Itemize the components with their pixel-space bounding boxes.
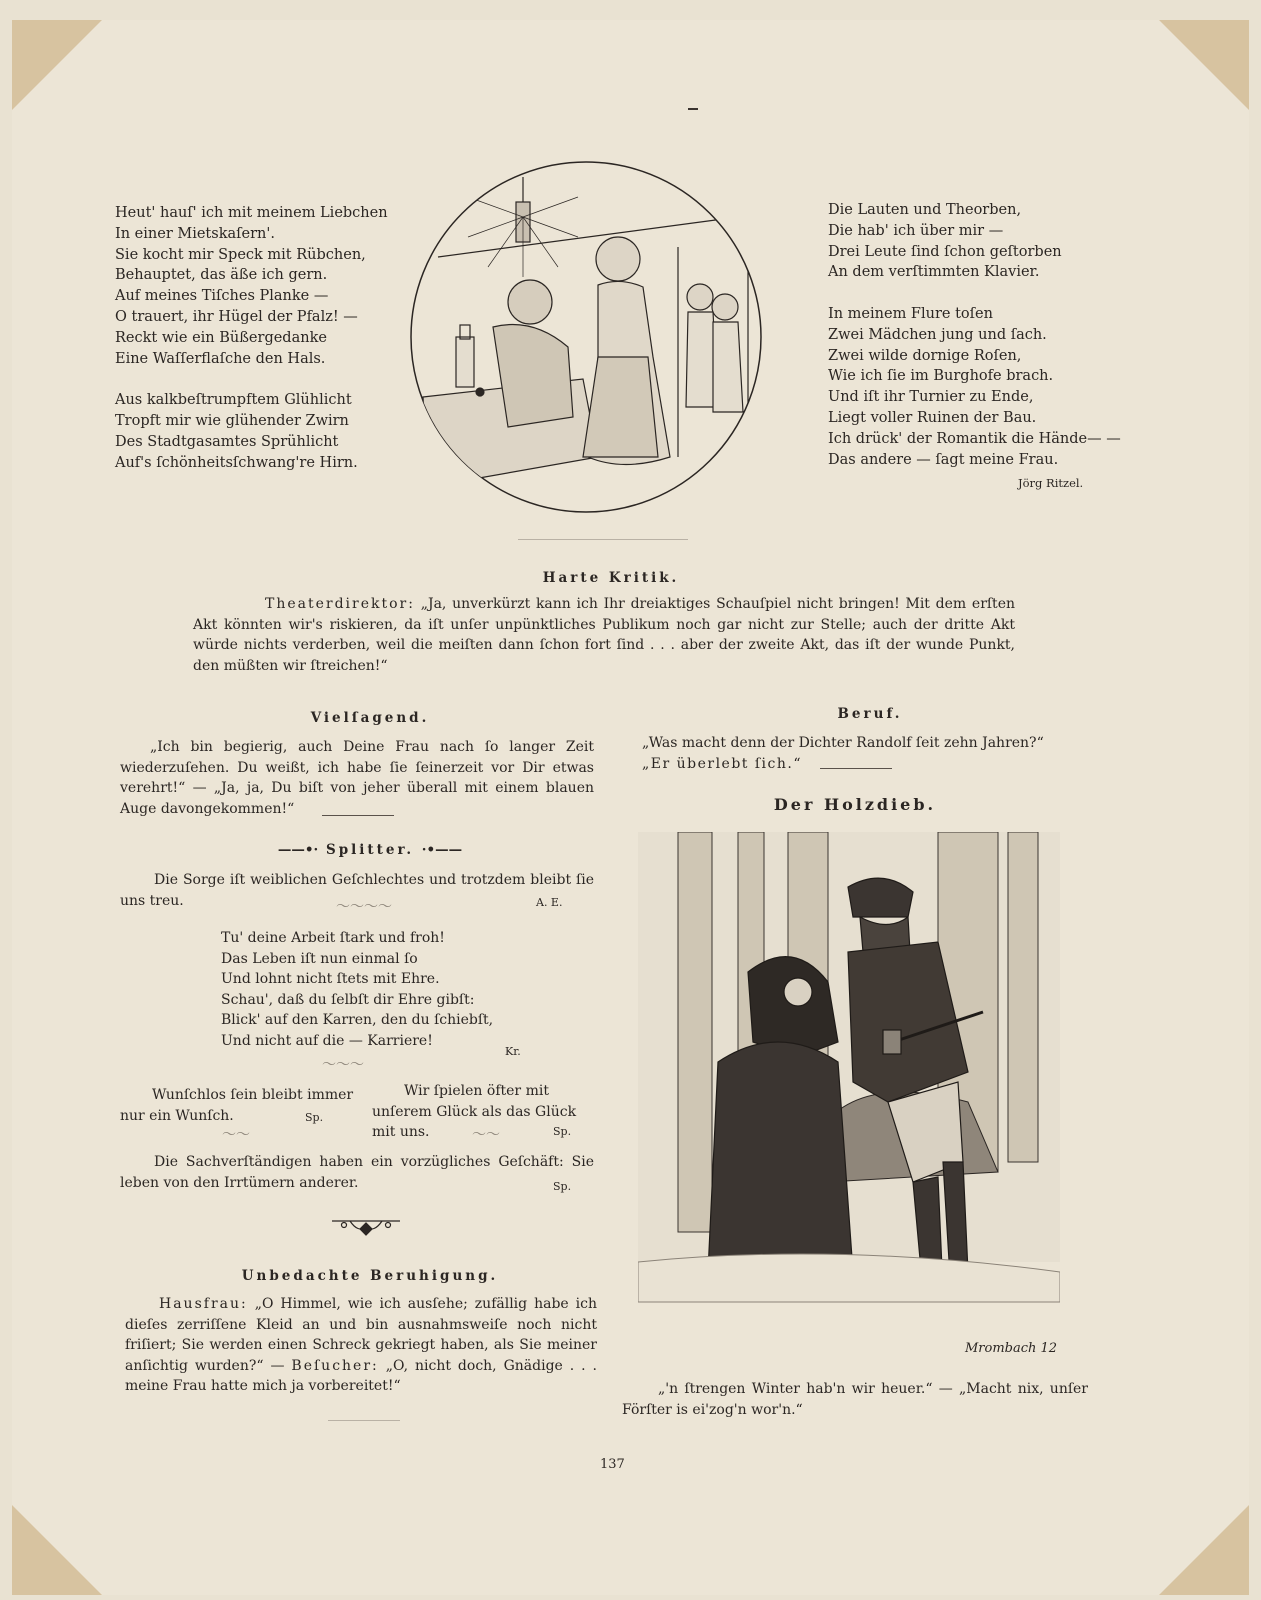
poem-right-line: Drei Leute ſind ſchon geſtorben xyxy=(828,243,1062,260)
harte-kritik-speaker: Theaterdirektor: xyxy=(265,596,415,612)
poem-right-line xyxy=(828,283,1121,304)
poem-left-line: Sie kocht mir Speck mit Rübchen, xyxy=(115,246,366,263)
splitter-2-tilde: 〜〜 xyxy=(222,1127,250,1143)
splitter-4-sig: Sp. xyxy=(553,1180,572,1193)
poem-left-line: Des Stadtgasamtes Sprühlicht xyxy=(115,433,339,450)
poem-left-line: O trauert, ihr Hügel der Pfalz! — xyxy=(115,308,358,325)
poem-right-line: Die Lauten und Theorben, xyxy=(828,202,1022,218)
poem-left-line: Auf's ſchönheitsſchwang're Hirn. xyxy=(115,454,358,471)
circular-illustration xyxy=(408,157,764,517)
harte-kritik-text xyxy=(193,594,1015,676)
splitter-poem-line: Das Leben iſt nun einmal ſo xyxy=(221,950,418,967)
poem-left-line: Heut' hauſ' ich mit meinem Liebchen xyxy=(115,205,388,221)
poem-left-line xyxy=(115,369,388,390)
splitter-2-sig: Sp. xyxy=(305,1111,324,1124)
splitter-poem-line: Blick' auf den Karren, den du ſchiebſt, xyxy=(221,1012,494,1028)
harte-kritik-heading: Harte Kritik. xyxy=(542,570,680,586)
splitter-4-text: Die Sachverſtändigen haben ein vorzügliches Geſchäft: Sie leben von den Irrtümern anderer. xyxy=(120,1154,594,1191)
poem-left-line: Tropft mir wie glühender Zwirn xyxy=(115,412,349,429)
splitter-3-text: Wir ſpielen öfter mit unſerem Glück als das Glück mit uns. xyxy=(372,1083,577,1140)
beruf-end-rule xyxy=(820,768,892,769)
splitter-1-sig: A. E. xyxy=(536,896,563,909)
splitter-poem-sig: Kr. xyxy=(505,1045,521,1058)
unbedachte-quote1: „O Himmel, wie ich ausſehe; zufällig habe ich dieſes zerriſſene Kleid an und bin ausnahmsweiſe noch nicht friſiert; Sie werden einen Schreck gekriegt haben, als Sie meiner anſichtig wurden?“ — xyxy=(125,1296,597,1374)
splitter-3-tilde: 〜〜 xyxy=(472,1127,500,1143)
unbedachte-text xyxy=(125,1294,597,1397)
unbedachte-speaker2: Beſucher: xyxy=(291,1357,379,1374)
poem-right-line: Die hab' ich über mir — xyxy=(828,222,1004,239)
splitter-poem-line: Und nicht auf die — Karriere! xyxy=(221,1032,433,1049)
holzdieb-heading: Der Holzdieb. xyxy=(773,795,937,814)
splitter-poem-tilde: 〜〜〜 xyxy=(322,1057,364,1073)
poem-left-line: Reckt wie ein Büßergedanke xyxy=(115,329,327,346)
holzdieb-illustration xyxy=(638,832,1060,1372)
splitter-heading xyxy=(230,842,510,858)
splitter-title: Splitter. xyxy=(325,842,415,858)
unbedachte-quote2: „O, nicht doch, Gnädige . . . meine Frau hatte mich ja vorbereitet!“ xyxy=(125,1357,598,1394)
poem-author: Jörg Ritzel. xyxy=(1018,476,1084,490)
splitter-3-sig: Sp. xyxy=(553,1125,572,1138)
unbedachte-speaker1: Hausfrau: xyxy=(159,1296,248,1312)
harte-kritik-quote: „Ja, unverkürzt kann ich Ihr dreiaktiges Schauſpiel nicht bringen! Mit dem erſten Akt könnten wir's riskieren, da iſt unſer unpünktliches Publikum noch gar nicht zur Stelle; auch der dritte Akt würde nichts verderben, weil die meiſten dann ſchon fort ſind . . . aber der zweite Akt, das iſt der wunde Punkt, den müßten wir ſtreichen!“ xyxy=(193,596,1015,674)
poem-left-line: In einer Mietskaſern'. xyxy=(115,225,275,242)
splitter-poem-line: Und lohnt nicht ſtets mit Ehre. xyxy=(221,971,440,987)
splitter-poem-line: Schau', daß du ſelbſt dir Ehre gibſt: xyxy=(221,991,475,1008)
splitter-1-tilde: 〜〜〜〜 xyxy=(336,899,392,915)
splitter-1-text: Die Sorge iſt weiblichen Geſchlechtes und trotzdem bleibt ſie uns treu. xyxy=(120,872,594,909)
page-number: 137 xyxy=(600,1457,625,1472)
holzdieb-caption: „'n ſtrengen Winter hab'n wir heuer.“ — „Macht nix, unſer Förſter is ei'zog'n wor'n.“ xyxy=(622,1381,1088,1418)
vielsagend-text: „Ich bin begierig, auch Deine Frau nach ſo langer Zeit wiederzuſehen. Du weißt, ich habe ſie ſeinerzeit vor Dir etwas verehrt!“ — „Ja, ja, Du biſt von jeher überall mit einem blauen Auge davongekommen!“ xyxy=(120,739,594,817)
poem-right-line: In meinem Flure toſen xyxy=(828,305,993,322)
poem-right-line: Wie ich ſie im Burghofe brach. xyxy=(828,368,1054,385)
splitter-2-text: Wunſchlos ſein bleibt immer nur ein Wunſch. xyxy=(120,1087,354,1124)
splitter-poem xyxy=(221,928,493,1051)
vielsagend-end-rule xyxy=(322,815,394,816)
splitter-ornament-right: ·•—— xyxy=(421,842,463,858)
splitter-poem-line: Tu' deine Arbeit ſtark und froh! xyxy=(221,930,445,946)
poem-right-line: Zwei wilde dornige Roſen, xyxy=(828,347,1022,364)
poem-left-line: Behauptet, das äße ich gern. xyxy=(115,267,328,284)
poem-right-line: Und iſt ihr Turnier zu Ende, xyxy=(828,389,1034,406)
poem-left-line: Eine Waſſerflaſche den Hals. xyxy=(115,350,326,367)
poem-left xyxy=(115,203,388,473)
poem-right-line: Liegt voller Ruinen der Bau. xyxy=(828,409,1037,426)
poem-left-line: Aus kalkbeſtrumpftem Glühlicht xyxy=(115,392,352,409)
poem-right xyxy=(828,200,1121,470)
poem-right-line: An dem verſtimmten Klavier. xyxy=(828,264,1040,281)
poem-right-line: Ich drück' der Romantik die Hände— — xyxy=(828,430,1121,447)
poem-left-line: Auf meines Tiſches Planke — xyxy=(115,288,329,305)
beruf-line2: „Er überlebt ſich.“ xyxy=(642,756,802,772)
poem-right-line: Das andere — ſagt meine Frau. xyxy=(828,451,1059,468)
unbedachte-heading: Unbedachte Beruhigung. xyxy=(241,1268,499,1284)
splitter-ornament-left: ——•· xyxy=(277,842,319,858)
decorative-ornament xyxy=(330,1215,402,1239)
beruf-line1: „Was macht denn der Dichter Randolf ſeit zehn Jahren?“ xyxy=(642,735,1044,751)
beruf-heading: Beruf. xyxy=(837,706,903,722)
vielsagend-heading: Vielſagend. xyxy=(310,710,430,726)
poem-right-line: Zwei Mädchen jung und ſach. xyxy=(828,326,1047,343)
top-dash-mark xyxy=(688,108,698,110)
divider-rule xyxy=(518,539,688,540)
holzdieb-artist-signature: Mrombach 12 xyxy=(965,1341,1058,1356)
unbedachte-end-rule xyxy=(328,1420,400,1421)
